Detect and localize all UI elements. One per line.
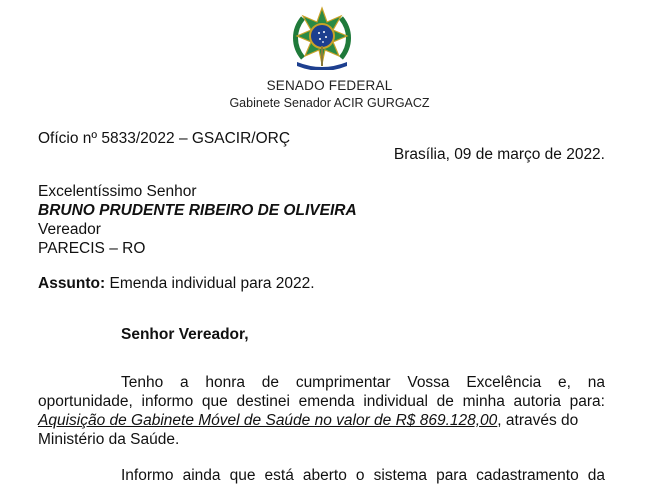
- recipient-role: Vereador: [38, 221, 101, 238]
- subject-label: Assunto:: [38, 275, 106, 292]
- paragraph2-line1: Informo ainda que está aberto o sistema para cadastramento da: [121, 467, 605, 484]
- letter-date: Brasília, 09 de março de 2022.: [393, 146, 605, 163]
- paragraph1-line3: [38, 412, 578, 430]
- subject-line: [38, 275, 315, 293]
- coat-of-arms-of-brazil-icon: [296, 8, 349, 70]
- paragraph1-line4: Ministério da Saúde.: [38, 431, 180, 448]
- greeting: Senhor Vereador,: [121, 326, 249, 343]
- office-name: Gabinete Senador ACIR GURGACZ: [229, 96, 430, 110]
- coat-of-arms-seal: [289, 6, 355, 70]
- subject-text: Emenda individual para 2022.: [109, 275, 315, 292]
- institution-name: SENADO FEDERAL: [266, 78, 393, 93]
- paragraph1-line2: oportunidade, informo que destinei emenda individual de minha autoria para:: [38, 393, 605, 410]
- paragraph1-line1: Tenho a honra de cumprimentar Vossa Excelência e, na: [121, 374, 605, 391]
- letter-reference: Ofício nº 5833/2022 – GSACIR/ORÇ: [38, 130, 291, 147]
- paragraph1-line3-rest: , através do: [497, 412, 579, 429]
- recipient-name: BRUNO PRUDENTE RIBEIRO DE OLIVEIRA: [38, 202, 357, 219]
- recipient-location: PARECIS – RO: [38, 240, 146, 257]
- emenda-description: Aquisição de Gabinete Móvel de Saúde no valor de R$ 869.128,00: [38, 412, 498, 429]
- recipient-salutation: Excelentíssimo Senhor: [38, 183, 197, 200]
